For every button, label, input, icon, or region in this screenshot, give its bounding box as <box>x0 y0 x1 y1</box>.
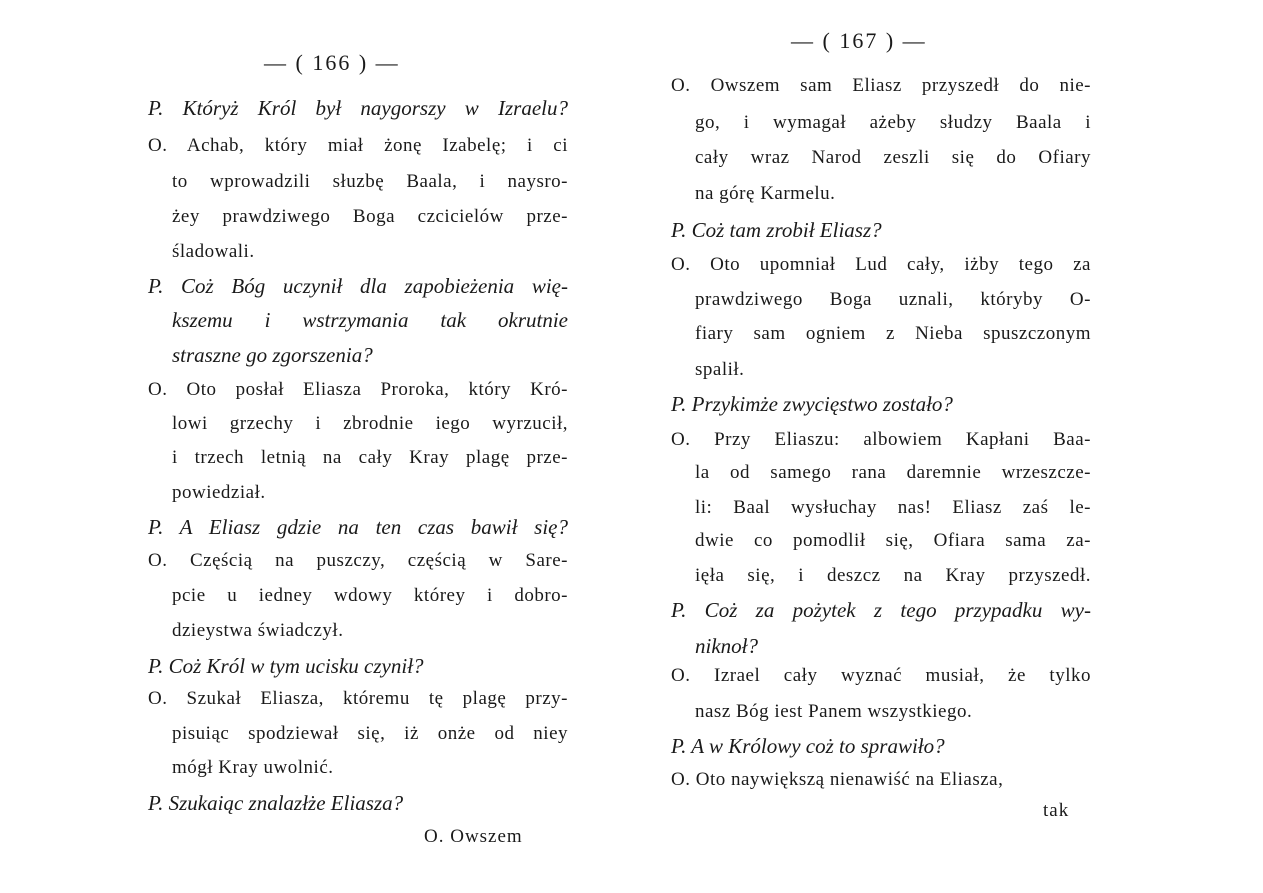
answer-line: dzieystwa świadczył. <box>172 620 344 641</box>
answer-line: O. Szukał Eliasza, któremu tę plagę przy- <box>148 688 568 709</box>
left-page <box>0 0 631 893</box>
answer-line: i trzech letnią na cały Kray plagę prze- <box>172 447 568 468</box>
answer-line: O. Oto upomniał Lud cały, iżby tego za <box>671 254 1091 275</box>
answer-line: żey prawdziwego Boga czcicielów prze- <box>172 206 568 227</box>
answer-line: O. Oto posłał Eliasza Proroka, który Kró- <box>148 379 568 400</box>
page-number: — ( 166 ) — <box>264 50 400 75</box>
answer-line: na górę Karmelu. <box>695 183 836 204</box>
answer-line: prawdziwego Boga uznali, któryby O- <box>695 289 1091 310</box>
question-line: P. A w Królowy coż to sprawiło? <box>671 734 945 758</box>
answer-line: li: Baal wysłuchay nas! Eliasz zaś le- <box>695 497 1091 518</box>
question-line: P. Coż tam zrobił Eliasz? <box>671 218 882 242</box>
right-page <box>631 0 1263 893</box>
answer-line: O. Przy Eliaszu: albowiem Kapłani Baa- <box>671 429 1091 450</box>
question-line: P. Któryż Król był naygorszy w Izraelu? <box>148 96 568 120</box>
answer-line: mógł Kray uwolnić. <box>172 757 334 778</box>
answer-line: lowi grzechy i zbrodnie iego wyrzucił, <box>172 413 568 434</box>
answer-line: to wprowadzili słuzbę Baala, i naysro- <box>172 171 568 192</box>
answer-line: O. Owszem sam Eliasz przyszedł do nie- <box>671 75 1091 96</box>
answer-line: dwie co pomodlił się, Ofiara sama za- <box>695 530 1091 551</box>
question-line: P. Coż Król w tym ucisku czynił? <box>148 654 424 678</box>
answer-line: O. Częścią na puszczy, częścią w Sare- <box>148 550 568 571</box>
question-line: niknoł? <box>695 634 758 658</box>
answer-line: go, i wymagał ażeby słudzy Baala i <box>695 112 1091 133</box>
answer-line: O. Achab, który miał żonę Izabelę; i ci <box>148 135 568 156</box>
answer-line: la od samego rana daremnie wrzeszcze- <box>695 462 1091 483</box>
answer-line: ięła się, i deszcz na Kray przyszedł. <box>695 565 1091 586</box>
question-line: P. Coż za pożytek z tego przypadku wy- <box>671 598 1091 622</box>
question-line: P. Coż Bóg uczynił dla zapobieżenia wię- <box>148 274 568 298</box>
question-line: kszemu i wstrzymania tak okrutnie <box>172 308 568 332</box>
question-line: straszne go zgorszenia? <box>172 343 373 367</box>
answer-line: O. Izrael cały wyznać musiał, że tylko <box>671 665 1091 686</box>
question-line: P. Przykimże zwycięstwo zostało? <box>671 392 953 416</box>
answer-line: powiedział. <box>172 482 266 503</box>
answer-line: cały wraz Narod zeszli się do Ofiary <box>695 147 1091 168</box>
answer-line: pcie u iedney wdowy którey i dobro- <box>172 585 568 606</box>
catchword: tak <box>1043 800 1070 821</box>
page-number: — ( 167 ) — <box>791 28 927 53</box>
answer-line: fiary sam ogniem z Nieba spuszczonym <box>695 323 1091 344</box>
question-line: P. A Eliasz gdzie na ten czas bawił się? <box>148 515 568 539</box>
answer-line: nasz Bóg iest Panem wszystkiego. <box>695 701 973 722</box>
question-line: P. Szukaiąc znalazłże Eliasza? <box>148 791 404 815</box>
answer-line: śladowali. <box>172 241 255 262</box>
answer-line: O. Oto naywiększą nienawiść na Eliasza, <box>671 769 1004 790</box>
catchword: O. Owszem <box>424 826 523 847</box>
answer-line: pisuiąc spodziewał się, iż onże od niey <box>172 723 568 744</box>
answer-line: spalił. <box>695 359 745 380</box>
